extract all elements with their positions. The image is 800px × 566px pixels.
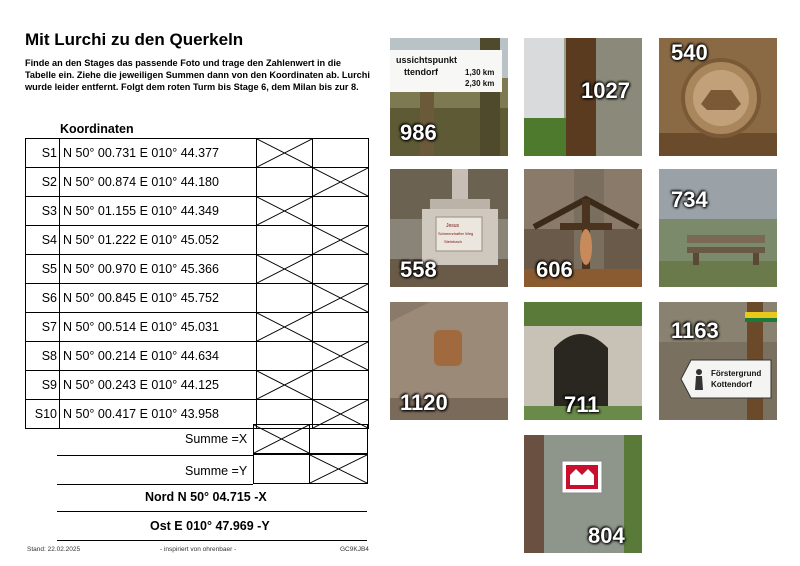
- divider: [57, 540, 367, 541]
- y-value-cell[interactable]: [313, 371, 369, 400]
- x-value-cell[interactable]: [257, 168, 313, 197]
- stage-label: S4: [26, 226, 60, 255]
- stage-coordinate: N 50° 00.214 E 010° 44.634: [60, 342, 257, 371]
- x-value-cell[interactable]: [257, 342, 313, 371]
- cross-mark: [313, 168, 368, 196]
- plaque-text: Schmerzhafter Weg: [438, 231, 474, 236]
- sign-text: 2,30 km: [465, 79, 495, 88]
- stage-coordinate: N 50° 01.222 E 010° 45.052: [60, 226, 257, 255]
- cross-mark: [313, 226, 368, 254]
- stage-coordinate: N 50° 00.417 E 010° 43.958: [60, 400, 257, 429]
- footer-credit: - inspiriert von ohrenbaer -: [160, 546, 237, 553]
- stage-coordinate: N 50° 00.874 E 010° 44.180: [60, 168, 257, 197]
- x-value-cell[interactable]: [257, 284, 313, 313]
- photo-1163[interactable]: [659, 302, 777, 420]
- instructions: Finde an den Stages das passende Foto und trage den Zahlenwert in die Tabelle ein. Ziehe die jeweiligen Summen dann von den Koordinaten ab. Lurchi wurde leider entfernt. Folgt dem roten Turm bis Stage 6, dem Milan bis zur 8.: [25, 58, 370, 92]
- x-value-cell[interactable]: [257, 197, 313, 226]
- stage-row: [26, 313, 369, 342]
- stage-label: S9: [26, 371, 60, 400]
- stage-row: [26, 255, 369, 284]
- sum-x-label: Summe =X: [185, 432, 248, 446]
- stage-row: [26, 168, 369, 197]
- cross-mark: [257, 197, 312, 225]
- x-value-cell[interactable]: [257, 371, 313, 400]
- stage-coordinate: N 50° 00.243 E 010° 44.125: [60, 371, 257, 400]
- sign-text: Kottendorf: [711, 380, 752, 389]
- photo-1120[interactable]: [390, 302, 508, 420]
- y-value-cell[interactable]: [313, 139, 369, 168]
- stage-coordinate: N 50° 01.155 E 010° 44.349: [60, 197, 257, 226]
- x-value-cell[interactable]: [257, 139, 313, 168]
- sign-text: 1,30 km: [465, 68, 495, 77]
- sum-y-label: Summe =Y: [185, 464, 248, 478]
- photo-number: 711: [564, 392, 600, 417]
- sum-x-cell-2[interactable]: [309, 424, 368, 454]
- cross-mark: [313, 284, 368, 312]
- photo-986[interactable]: [390, 38, 508, 156]
- x-value-cell[interactable]: [257, 313, 313, 342]
- stage-label: S2: [26, 168, 60, 197]
- photo-number: 1163: [671, 318, 719, 343]
- cross-mark: [257, 255, 312, 283]
- plaque-text: Steinbach: [444, 239, 462, 244]
- photo-number: 558: [400, 257, 437, 282]
- photo-number: 734: [671, 187, 708, 212]
- stage-row: [26, 197, 369, 226]
- cross-mark: [313, 342, 368, 370]
- photo-711[interactable]: [524, 302, 642, 420]
- y-value-cell[interactable]: [313, 284, 369, 313]
- stage-label: S3: [26, 197, 60, 226]
- photo-number: 1027: [581, 78, 630, 103]
- sum-y-cell[interactable]: [253, 454, 310, 484]
- cross-mark: [254, 425, 309, 453]
- stage-label: S8: [26, 342, 60, 371]
- divider: [57, 455, 253, 456]
- cross-mark: [257, 313, 312, 341]
- cross-mark: [310, 455, 367, 483]
- x-value-cell[interactable]: [257, 255, 313, 284]
- stage-coordinate: N 50° 00.970 E 010° 45.366: [60, 255, 257, 284]
- sign-text: Förstergrund: [711, 369, 762, 378]
- stage-coordinate: N 50° 00.845 E 010° 45.752: [60, 284, 257, 313]
- photo-540[interactable]: [659, 38, 777, 156]
- cross-mark: [257, 139, 312, 167]
- stage-row: [26, 226, 369, 255]
- footer-code: GC9KJB4: [340, 546, 369, 553]
- divider: [57, 511, 367, 512]
- plaque-text: Jesus: [446, 223, 460, 229]
- stage-row: [26, 342, 369, 371]
- stage-coordinate: N 50° 00.731 E 010° 44.377: [60, 139, 257, 168]
- sign-text: ussichtspunkt: [396, 55, 458, 65]
- cross-mark: [257, 371, 312, 399]
- footer-date: Stand: 22.02.2025: [27, 546, 81, 553]
- page-title: Mit Lurchi zu den Querkeln: [25, 30, 244, 49]
- y-value-cell[interactable]: [313, 197, 369, 226]
- y-value-cell[interactable]: [313, 226, 369, 255]
- photo-number: 804: [588, 523, 625, 548]
- photo-804[interactable]: [524, 435, 642, 553]
- stage-table: [25, 138, 369, 429]
- stage-label: S7: [26, 313, 60, 342]
- photo-558[interactable]: [390, 169, 508, 287]
- sign-text: ttendorf: [404, 67, 438, 77]
- y-value-cell[interactable]: [313, 168, 369, 197]
- stage-label: S5: [26, 255, 60, 284]
- photo-number: 606: [536, 257, 573, 282]
- y-value-cell[interactable]: [313, 313, 369, 342]
- photo-number: 986: [400, 120, 437, 145]
- stage-label: S6: [26, 284, 60, 313]
- stage-row: [26, 139, 369, 168]
- stage-row: [26, 284, 369, 313]
- photo-number: 1120: [400, 390, 448, 415]
- stage-row: [26, 371, 369, 400]
- photo-number: 540: [671, 40, 708, 65]
- y-value-cell[interactable]: [313, 342, 369, 371]
- photo-606[interactable]: [524, 169, 642, 287]
- divider: [57, 484, 253, 485]
- nord-formula: Nord N 50° 04.715 -X: [145, 490, 267, 504]
- photo-734[interactable]: [659, 169, 777, 287]
- stage-coordinate: N 50° 00.514 E 010° 45.031: [60, 313, 257, 342]
- x-value-cell[interactable]: [257, 226, 313, 255]
- stage-label: S1: [26, 139, 60, 168]
- sum-y-cell-2[interactable]: [309, 454, 368, 484]
- coordinates-header: Koordinaten: [60, 122, 134, 136]
- photo-1027[interactable]: [524, 38, 642, 156]
- stage-label: S10: [26, 400, 60, 429]
- sum-x-cell[interactable]: [253, 424, 310, 454]
- ost-formula: Ost E 010° 47.969 -Y: [150, 519, 270, 533]
- y-value-cell[interactable]: [313, 255, 369, 284]
